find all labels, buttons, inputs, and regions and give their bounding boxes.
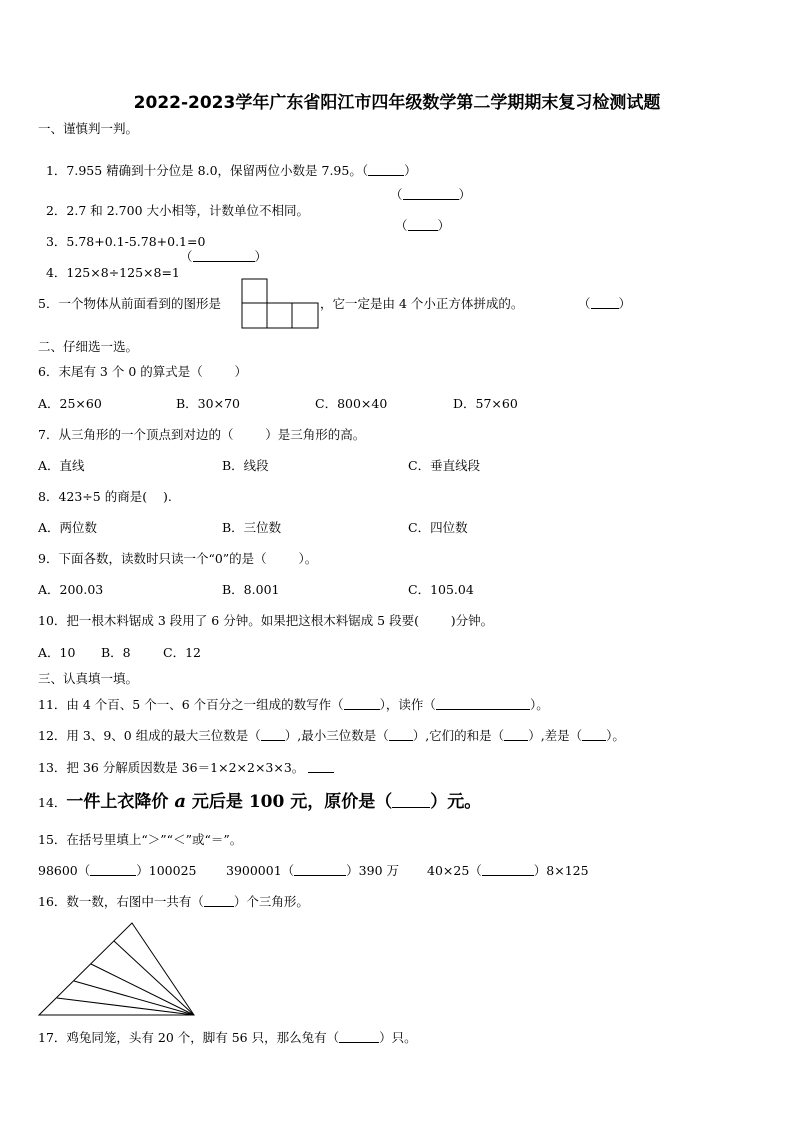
answer-blank-13[interactable] bbox=[308, 760, 334, 773]
compare-item-1: 98600（ ）100025 bbox=[38, 863, 197, 878]
section-heading-1: 一、谨慎判一判。 bbox=[38, 121, 139, 136]
question-6: 6．末尾有 3 个 0 的算式是（ ） bbox=[38, 364, 248, 379]
bottom-square-3 bbox=[292, 303, 318, 328]
front-view-figure bbox=[241, 278, 321, 330]
option-7a[interactable]: A．直线 bbox=[38, 458, 85, 473]
answer-blank-4[interactable] bbox=[193, 249, 255, 262]
answer-paren-3: （ ） bbox=[395, 218, 451, 233]
option-8b[interactable]: B．三位数 bbox=[222, 520, 282, 535]
section-heading-2: 二、仔细选一选。 bbox=[38, 339, 139, 354]
option-10b[interactable]: B．8 bbox=[101, 645, 131, 660]
question-4-text: 4．125×8÷125×8=1 bbox=[45, 265, 180, 280]
bottom-square-1 bbox=[242, 303, 267, 328]
option-6d[interactable]: D．57×60 bbox=[453, 396, 518, 411]
question-3-text: 3．5.78+0.1-5.78+0.1=0 bbox=[45, 234, 206, 249]
option-10c[interactable]: C．12 bbox=[163, 645, 201, 660]
answer-blank-12d[interactable] bbox=[582, 728, 606, 741]
question-7: 7．从三角形的一个顶点到对边的（ ）是三角形的高。 bbox=[38, 427, 366, 442]
question-5-text-a: 5．一个物体从前面看到的图形是 bbox=[38, 296, 221, 311]
answer-blank-12c[interactable] bbox=[504, 728, 528, 741]
question-10: 10．把一根木料锯成 3 段用了 6 分钟。如果把这根木料锯成 5 段要( )分钟。 bbox=[38, 613, 494, 628]
answer-paren-2: （ ） bbox=[390, 187, 472, 202]
option-6c[interactable]: C．800×40 bbox=[315, 396, 388, 411]
answer-blank-5[interactable] bbox=[591, 296, 619, 309]
option-9c[interactable]: C．105.04 bbox=[408, 582, 474, 597]
bottom-square-2 bbox=[267, 303, 292, 328]
inner-line-2 bbox=[91, 964, 194, 1015]
answer-blank-15c[interactable] bbox=[482, 863, 534, 876]
page-title: 2022-2023学年广东省阳江市四年级数学第二学期期末复习检测试题 bbox=[133, 93, 661, 113]
answer-blank-16[interactable] bbox=[204, 894, 234, 907]
question-5-text-b: ，它一定是由 4 个小正方体拼成的。 bbox=[320, 296, 524, 311]
answer-blank-17[interactable] bbox=[339, 1030, 379, 1043]
answer-blank-3[interactable] bbox=[408, 218, 438, 231]
option-7b[interactable]: B．线段 bbox=[222, 458, 269, 473]
option-8c[interactable]: C．四位数 bbox=[408, 520, 468, 535]
question-15: 15．在括号里填上“＞”“＜”或“＝”。 bbox=[38, 832, 243, 847]
option-9b[interactable]: B．8.001 bbox=[222, 582, 280, 597]
question-3 bbox=[38, 218, 205, 250]
answer-blank-14[interactable] bbox=[392, 793, 430, 808]
section-heading-3: 三、认真填一填。 bbox=[38, 671, 139, 686]
answer-blank-12a[interactable] bbox=[261, 728, 285, 741]
answer-blank-12b[interactable] bbox=[389, 728, 413, 741]
question-11: 11．由 4 个百、5 个一、6 个百分之一组成的数写作（ ），读作（ ）。 bbox=[38, 697, 549, 712]
outer-triangle bbox=[39, 923, 194, 1015]
question-9: 9．下面各数，读数时只读一个“0”的是（ ）。 bbox=[38, 551, 318, 566]
answer-blank-15b[interactable] bbox=[294, 863, 346, 876]
question-2-text: 2．2.7 和 2.700 大小相等，计数单位不相同。 bbox=[45, 203, 309, 218]
answer-blank-11b[interactable] bbox=[436, 697, 530, 710]
question-1: 1．7.955 精确到十分位是 8.0，保留两位小数是 7.95。（ ） bbox=[45, 163, 417, 178]
top-square bbox=[242, 279, 267, 303]
option-6b[interactable]: B．30×70 bbox=[176, 396, 240, 411]
answer-paren-5: （ ） bbox=[578, 296, 632, 311]
triangle-count-figure bbox=[36, 920, 198, 1018]
inner-line-4 bbox=[57, 998, 194, 1015]
option-8a[interactable]: A．两位数 bbox=[38, 520, 98, 535]
option-7c[interactable]: C．垂直线段 bbox=[408, 458, 481, 473]
question-1-text: 1．7.955 精确到十分位是 8.0，保留两位小数是 7.95。 bbox=[45, 163, 362, 178]
compare-item-2: 3900001（ ）390 万 bbox=[226, 863, 400, 878]
answer-blank-1[interactable] bbox=[368, 163, 404, 176]
question-2 bbox=[38, 187, 309, 219]
answer-blank-2[interactable] bbox=[403, 187, 459, 200]
question-14: 14．一件上衣降价 a 元后是 100 元，原价是（ ）元。 bbox=[38, 791, 482, 812]
answer-paren-4: （ ） bbox=[180, 249, 268, 264]
question-4 bbox=[38, 249, 180, 281]
question-16: 16．数一数，右图中一共有（ ）个三角形。 bbox=[38, 894, 309, 909]
option-9a[interactable]: A．200.03 bbox=[38, 582, 104, 597]
answer-blank-11a[interactable] bbox=[344, 697, 380, 710]
option-10a[interactable]: A．10 bbox=[38, 645, 76, 660]
question-12: 12．用 3、9、0 组成的最大三位数是（ ）,最小三位数是（ ）,它们的和是（ ）,差是（ ）。 bbox=[38, 728, 625, 743]
answer-blank-15a[interactable] bbox=[90, 863, 136, 876]
question-13: 13．把 36 分解质因数是 36＝1×2×2×3×3。 bbox=[38, 760, 334, 776]
question-8: 8．423÷5 的商是( ). bbox=[38, 489, 172, 504]
option-6a[interactable]: A．25×60 bbox=[38, 396, 102, 411]
question-17: 17．鸡兔同笼，头有 20 个，脚有 56 只，那么兔有（ ）只。 bbox=[38, 1030, 417, 1045]
compare-item-3: 40×25（ ）8×125 bbox=[427, 863, 589, 878]
